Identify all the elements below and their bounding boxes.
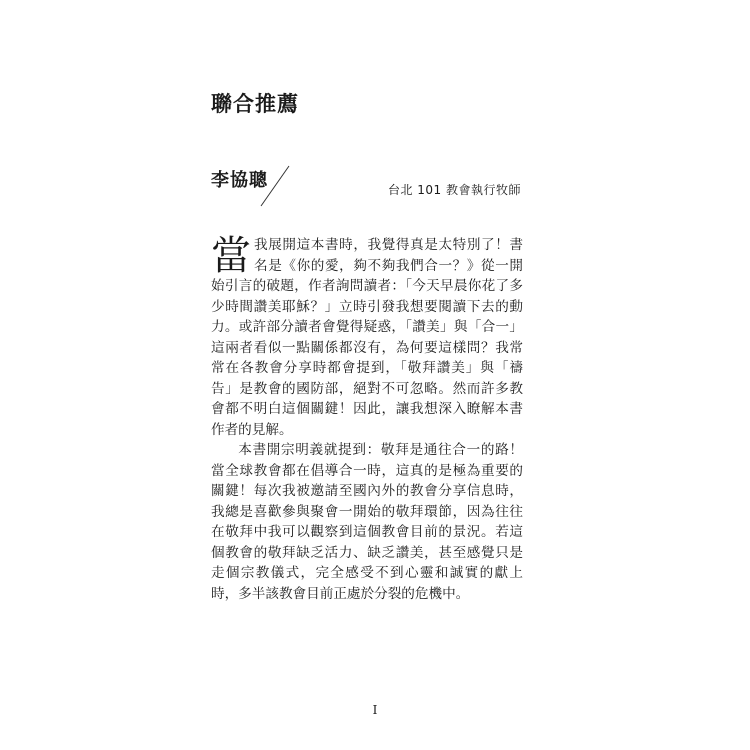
paragraph-1-text: 我展開這本書時，我覺得真是太特別了！書名是《你的愛，夠不夠我們合一？》從一開始引言的破題，作者詢問讀者：「今天早晨你花了多少時間讚美耶穌？」立時引發我想要閱讀下去的動力。或許部分讀者會覺得疑惑，「讚美」與「合一」這兩者看似一點關係都沒有，為何要這樣問？我常常在各教會分享時都會提到，「敬拜讚美」與「禱告」是教會的國防部，絕對不可忽略。然而許多教會都不明白這個關鍵！因此，讓我想深入瞭解本書作者的見解。 <box>211 237 523 438</box>
author-name: 李協聰 <box>211 170 268 191</box>
page-number: I <box>372 703 378 717</box>
drop-cap: 當 <box>211 233 251 279</box>
section-title: 聯合推薦 <box>211 91 299 116</box>
slash-divider <box>255 164 295 208</box>
paragraph-2: 本書開宗明義就提到：敬拜是通往合一的路！當全球教會都在倡導合一時，這真的是極為重要的關鍵！每次我被邀請至國內外的教會分享信息時，我總是喜歡參與聚會一開始的敬拜環節，因為往往在敬拜中我可以觀察到這個教會目前的景況。若這個教會的敬拜缺乏活力、缺乏讚美，甚至感覺只是走個宗教儀式，完全感受不到心靈和誠實的獻上時，多半該教會目前正處於分裂的危機中。 <box>211 442 523 602</box>
paragraph-1 <box>211 235 523 440</box>
body-text <box>211 235 523 604</box>
author-title: 台北 101 教會執行牧師 <box>387 183 521 197</box>
